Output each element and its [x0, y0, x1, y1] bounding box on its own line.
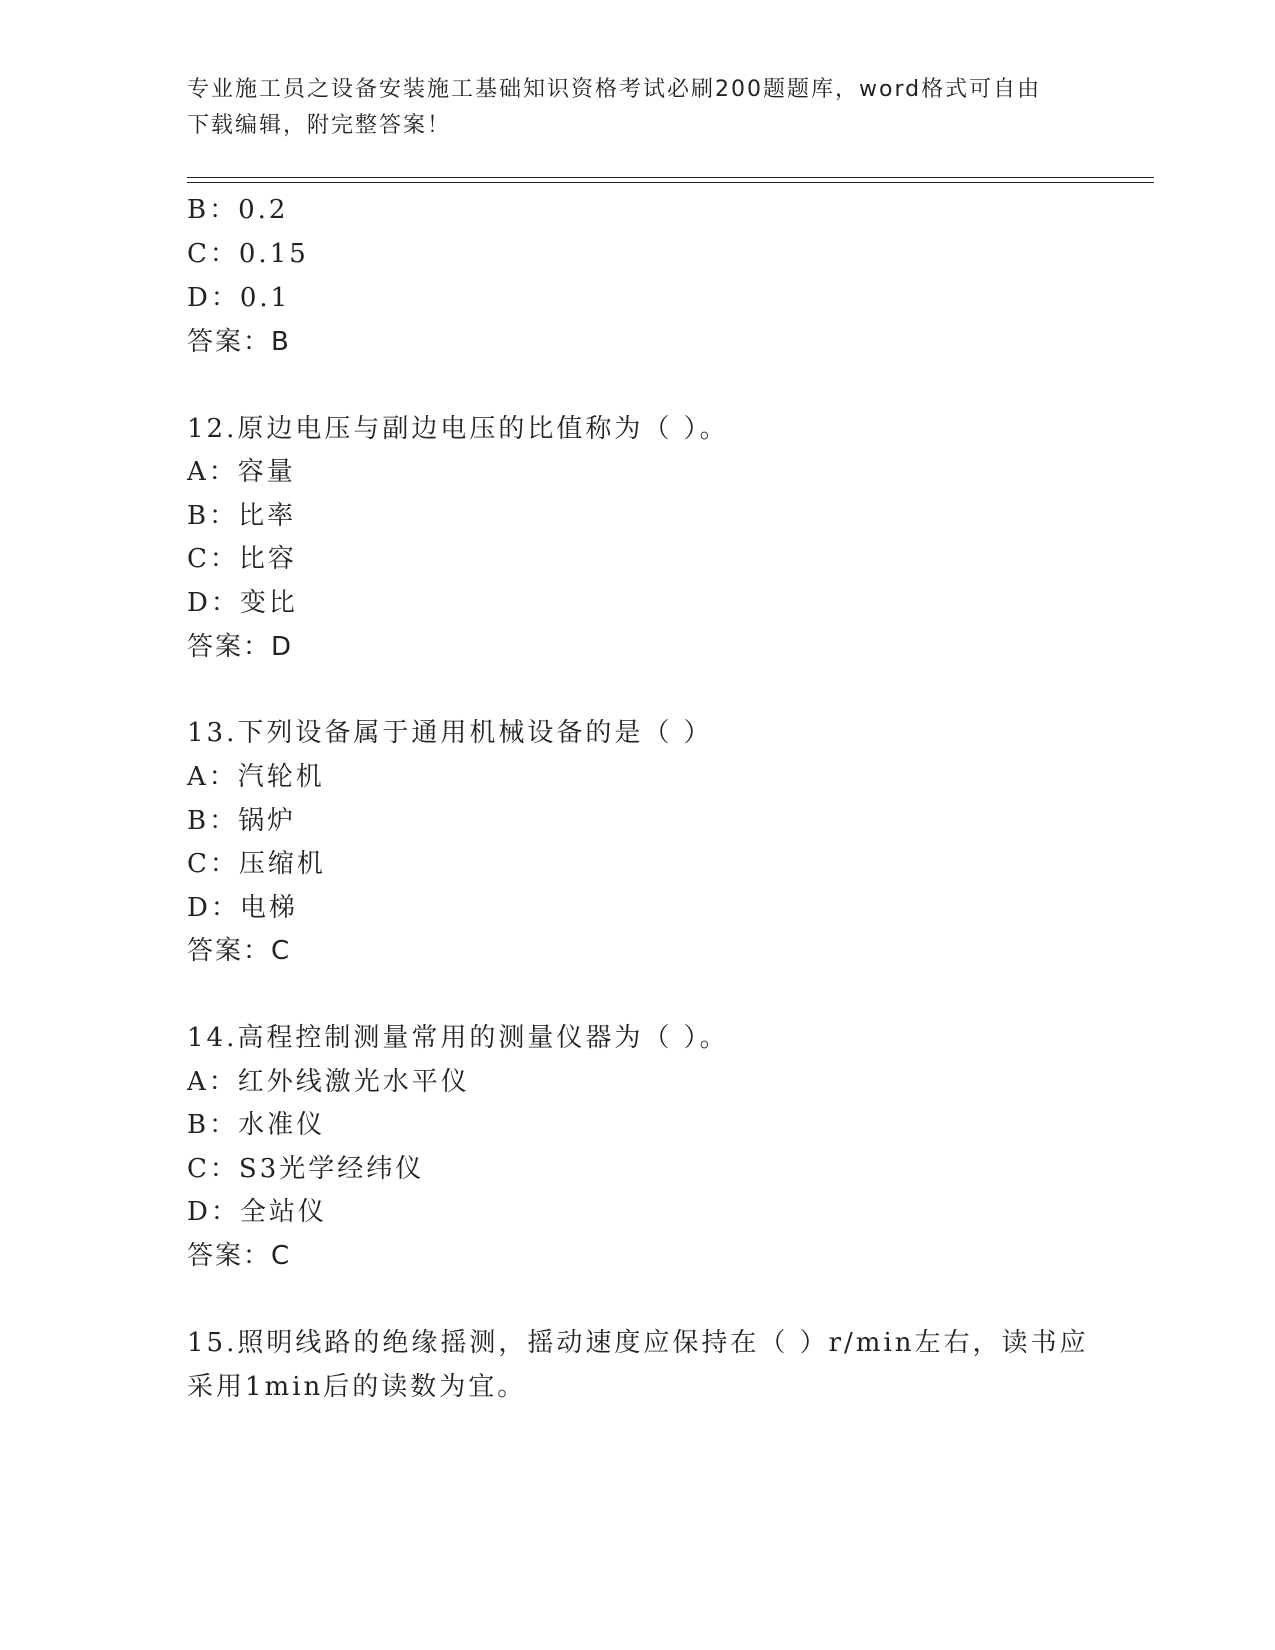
q13-answer: 答案：C — [187, 936, 292, 966]
q13-option-c: C：压缩机 — [187, 849, 326, 879]
q15-stem-line-2: 采用1min后的读数为宜。 — [187, 1372, 527, 1402]
q13-option-d: D：电梯 — [187, 893, 298, 923]
header-line-2: 下载编辑，附完整答案！ — [187, 113, 452, 138]
q14-option-a: A：红外线激光水平仪 — [187, 1067, 470, 1097]
q11-option-c: C：0.15 — [187, 239, 309, 269]
header-divider-bottom — [187, 182, 1154, 183]
q13-option-b: B：锅炉 — [187, 806, 297, 836]
q11-answer: 答案：B — [187, 327, 291, 357]
q12-option-b: B：比率 — [187, 501, 297, 531]
q11-option-d: D：0.1 — [187, 283, 291, 313]
q12-option-a: A：容量 — [187, 457, 296, 487]
q14-answer: 答案：C — [187, 1241, 292, 1271]
header-divider-top — [187, 177, 1154, 178]
q12-stem: 12.原边电压与副边电压的比值称为（ ）。 — [187, 414, 729, 444]
q12-answer: 答案：D — [187, 632, 294, 662]
document-header — [187, 72, 1087, 144]
q14-option-b: B：水准仪 — [187, 1110, 326, 1140]
q14-option-c: C：S3光学经纬仪 — [187, 1154, 425, 1184]
q11-option-b: B：0.2 — [187, 195, 289, 225]
q15-stem-line-1: 15.照明线路的绝缘摇测，摇动速度应保持在（ ）r/min左右，读书应 — [187, 1328, 1089, 1358]
q13-option-a: A：汽轮机 — [187, 762, 325, 792]
header-line-1: 专业施工员之设备安装施工基础知识资格考试必刷200题题库，word格式可自由 — [187, 77, 1042, 102]
q12-option-c: C：比容 — [187, 544, 297, 574]
q12-option-d: D：变比 — [187, 588, 298, 618]
q13-stem: 13.下列设备属于通用机械设备的是（ ） — [187, 718, 713, 748]
q14-option-d: D：全站仪 — [187, 1197, 327, 1227]
q14-stem: 14.高程控制测量常用的测量仪器为（ ）。 — [187, 1023, 729, 1053]
